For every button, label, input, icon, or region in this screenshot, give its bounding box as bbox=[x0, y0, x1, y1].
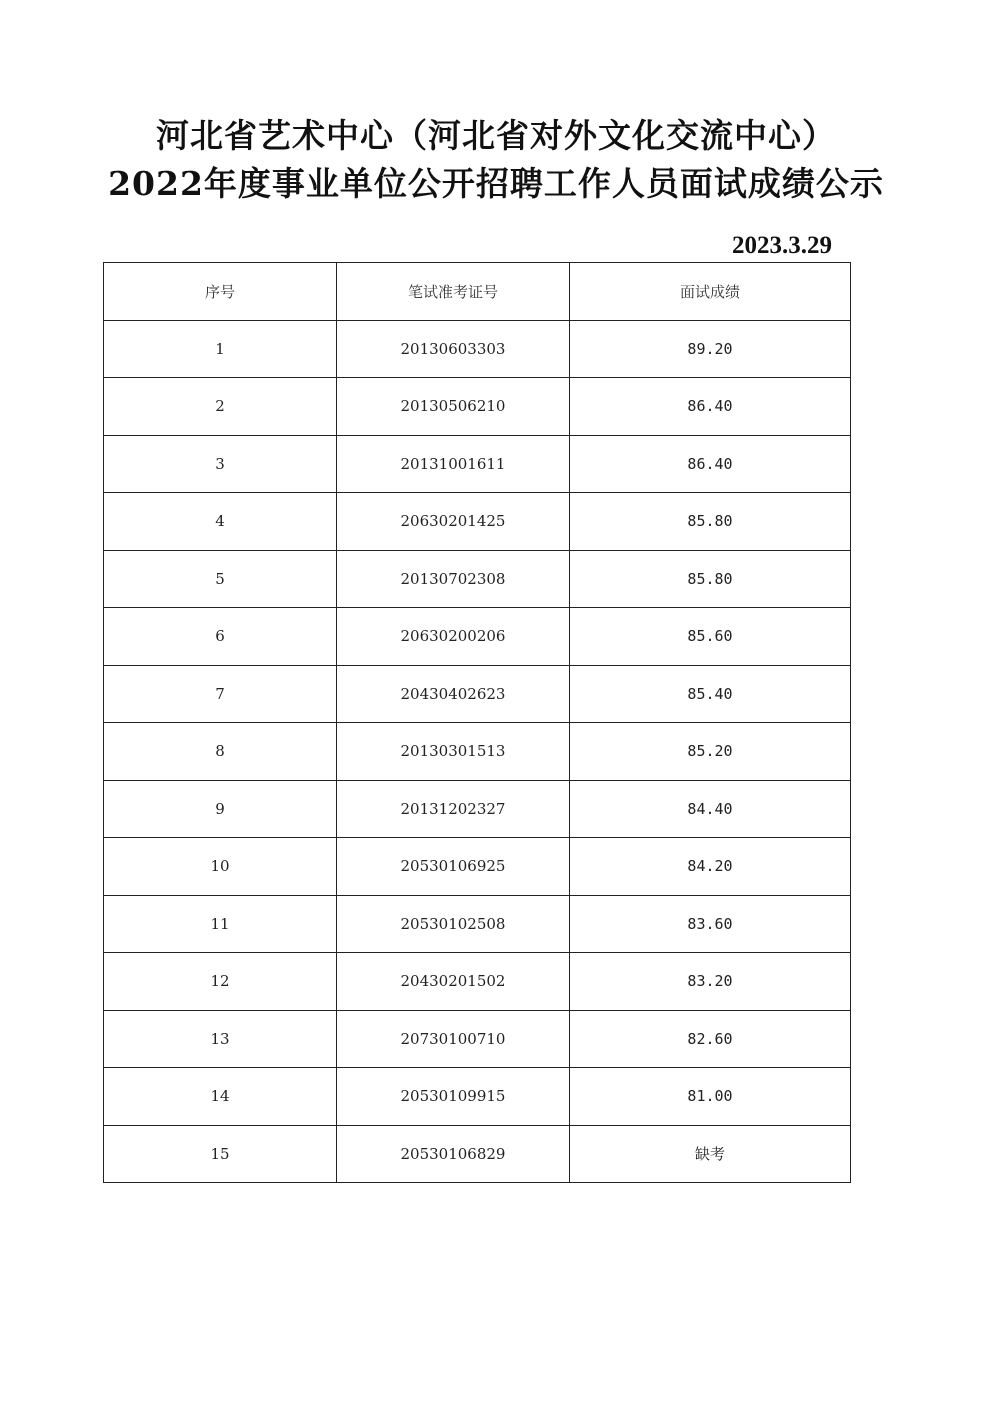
cell-interview-score: 85.20 bbox=[570, 723, 851, 781]
cell-serial-number: 14 bbox=[104, 1068, 337, 1126]
cell-interview-score: 83.60 bbox=[570, 895, 851, 953]
cell-interview-score: 85.80 bbox=[570, 493, 851, 551]
cell-exam-ticket-number: 20530102508 bbox=[337, 895, 570, 953]
table-row bbox=[104, 895, 851, 953]
cell-exam-ticket-number: 20430201502 bbox=[337, 953, 570, 1011]
table-row bbox=[104, 608, 851, 666]
cell-interview-score: 86.40 bbox=[570, 435, 851, 493]
cell-exam-ticket-number: 20130506210 bbox=[337, 378, 570, 436]
header-serial-number: 序号 bbox=[104, 263, 337, 321]
cell-exam-ticket-number: 20430402623 bbox=[337, 665, 570, 723]
cell-exam-ticket-number: 20130301513 bbox=[337, 723, 570, 781]
cell-serial-number: 13 bbox=[104, 1010, 337, 1068]
table-row bbox=[104, 723, 851, 781]
cell-interview-score: 缺考 bbox=[570, 1125, 851, 1183]
table-row bbox=[104, 1068, 851, 1126]
cell-serial-number: 6 bbox=[104, 608, 337, 666]
interview-results-table bbox=[103, 262, 851, 1183]
table-header-row bbox=[104, 263, 851, 321]
table-row bbox=[104, 378, 851, 436]
cell-exam-ticket-number: 20530109915 bbox=[337, 1068, 570, 1126]
cell-serial-number: 5 bbox=[104, 550, 337, 608]
title-line-2: 2022年度事业单位公开招聘工作人员面试成绩公示 bbox=[108, 164, 884, 203]
cell-serial-number: 11 bbox=[104, 895, 337, 953]
cell-interview-score: 85.60 bbox=[570, 608, 851, 666]
cell-serial-number: 1 bbox=[104, 320, 337, 378]
cell-interview-score: 84.40 bbox=[570, 780, 851, 838]
table-row bbox=[104, 838, 851, 896]
cell-interview-score: 89.20 bbox=[570, 320, 851, 378]
cell-exam-ticket-number: 20530106829 bbox=[337, 1125, 570, 1183]
cell-interview-score: 86.40 bbox=[570, 378, 851, 436]
table-row bbox=[104, 665, 851, 723]
table-body bbox=[104, 320, 851, 1183]
cell-exam-ticket-number: 20130702308 bbox=[337, 550, 570, 608]
cell-exam-ticket-number: 20630201425 bbox=[337, 493, 570, 551]
title-line-1: 河北省艺术中心（河北省对外文化交流中心） bbox=[156, 116, 836, 155]
table-row bbox=[104, 1010, 851, 1068]
table-row bbox=[104, 320, 851, 378]
table-row bbox=[104, 550, 851, 608]
table-row bbox=[104, 493, 851, 551]
cell-exam-ticket-number: 20730100710 bbox=[337, 1010, 570, 1068]
header-exam-ticket-number: 笔试准考证号 bbox=[337, 263, 570, 321]
cell-serial-number: 9 bbox=[104, 780, 337, 838]
cell-serial-number: 4 bbox=[104, 493, 337, 551]
table-row bbox=[104, 1125, 851, 1183]
table-row bbox=[104, 780, 851, 838]
cell-exam-ticket-number: 20630200206 bbox=[337, 608, 570, 666]
cell-interview-score: 85.80 bbox=[570, 550, 851, 608]
cell-serial-number: 15 bbox=[104, 1125, 337, 1183]
cell-serial-number: 10 bbox=[104, 838, 337, 896]
cell-serial-number: 2 bbox=[104, 378, 337, 436]
cell-serial-number: 7 bbox=[104, 665, 337, 723]
cell-exam-ticket-number: 20131202327 bbox=[337, 780, 570, 838]
cell-exam-ticket-number: 20131001611 bbox=[337, 435, 570, 493]
cell-interview-score: 85.40 bbox=[570, 665, 851, 723]
publish-date: 2023.3.29 bbox=[732, 232, 832, 259]
header-interview-score: 面试成绩 bbox=[570, 263, 851, 321]
cell-interview-score: 84.20 bbox=[570, 838, 851, 896]
cell-serial-number: 3 bbox=[104, 435, 337, 493]
cell-interview-score: 81.00 bbox=[570, 1068, 851, 1126]
table-row bbox=[104, 953, 851, 1011]
cell-exam-ticket-number: 20130603303 bbox=[337, 320, 570, 378]
cell-serial-number: 8 bbox=[104, 723, 337, 781]
cell-interview-score: 82.60 bbox=[570, 1010, 851, 1068]
cell-exam-ticket-number: 20530106925 bbox=[337, 838, 570, 896]
cell-serial-number: 12 bbox=[104, 953, 337, 1011]
document-title bbox=[0, 112, 992, 208]
table-row bbox=[104, 435, 851, 493]
cell-interview-score: 83.20 bbox=[570, 953, 851, 1011]
